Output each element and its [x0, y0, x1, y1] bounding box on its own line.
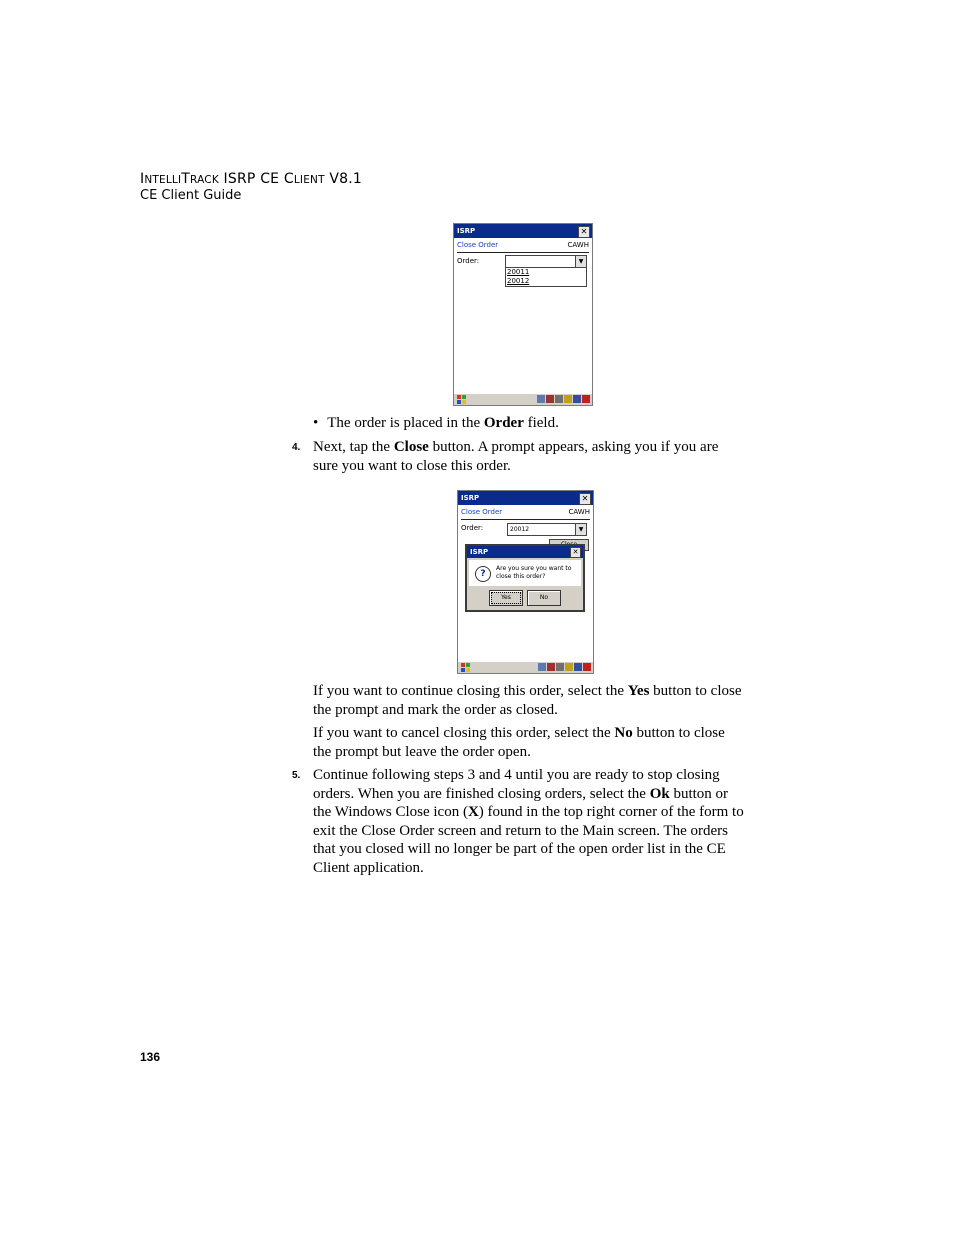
paragraph-no: If you want to cancel closing this order, select the No button to close the prompt but leave the order open. [313, 725, 725, 760]
taskbar [454, 393, 592, 405]
close-icon[interactable]: ✕ [578, 226, 590, 238]
system-tray [536, 395, 590, 404]
window-titlebar [458, 491, 593, 505]
folder-icon[interactable] [565, 663, 573, 671]
order-dropdown-list[interactable] [505, 267, 587, 287]
close-icon[interactable]: ✕ [570, 547, 581, 558]
bullet-glyph: • [313, 415, 319, 431]
dialog-titlebar [467, 546, 583, 558]
taskbar [458, 661, 593, 673]
page-number: 136 [140, 1050, 161, 1064]
yes-button[interactable]: Yes [489, 590, 523, 606]
no-button[interactable]: No [527, 590, 561, 606]
warehouse-code: CAWH [567, 241, 589, 249]
order-combobox[interactable]: 20012 ▼ [507, 523, 587, 536]
order-label: Order: [457, 257, 480, 265]
settings-icon[interactable] [556, 663, 564, 671]
paragraph-yes: If you want to continue closing this order, select the Yes button to close the prompt and mark the order as closed. [313, 683, 742, 718]
step-number: 5. [292, 770, 301, 781]
running-header-title: INTELLITRACK ISRP CE CLIENT V8.1 [140, 171, 362, 187]
running-header-subtitle: CE Client Guide [140, 188, 242, 203]
chevron-down-icon[interactable]: ▼ [575, 524, 586, 535]
order-label: Order: [461, 524, 484, 532]
close-icon[interactable]: ✕ [579, 493, 591, 505]
warehouse-code: CAWH [568, 508, 590, 516]
network-icon[interactable] [537, 395, 545, 403]
window-title: ISRP [461, 494, 480, 502]
pen-icon[interactable] [582, 395, 590, 403]
dialog-message: Are you sure you want to close this order? [496, 565, 572, 580]
settings-icon[interactable] [555, 395, 563, 403]
question-icon: ? [475, 566, 491, 582]
windows-start-icon[interactable] [457, 395, 466, 404]
step-4-text: Next, tap the Close button. A prompt appears, asking you if you are sure you want to close this order. [313, 439, 719, 474]
dropdown-item[interactable]: 20012 [507, 277, 530, 285]
chevron-down-icon[interactable]: ▼ [575, 256, 586, 267]
divider [457, 252, 589, 253]
device-screenshot-confirm-dialog [457, 490, 594, 674]
keyboard-icon[interactable] [573, 395, 581, 403]
network-icon[interactable] [538, 663, 546, 671]
system-tray [537, 663, 591, 672]
dialog-body [469, 560, 581, 586]
battery-icon[interactable] [547, 663, 555, 671]
pen-icon[interactable] [583, 663, 591, 671]
dropdown-item[interactable]: 20011 [507, 268, 530, 276]
folder-icon[interactable] [564, 395, 572, 403]
form-name: Close Order [457, 241, 499, 249]
bullet-item: • The order is placed in the Order field. [313, 415, 559, 431]
step-5-text: Continue following steps 3 and 4 until you are ready to stop closing orders. When you are finished closing orders, select the Ok button or the Windows Close icon (X) found in the top right corner of the form to exit the Close Order screen and return to the Main screen. The orders that you closed will no longer be part of the open order list in the CE Client application. [313, 767, 744, 876]
dialog-title: ISRP [470, 548, 489, 556]
divider [461, 519, 590, 520]
keyboard-icon[interactable] [574, 663, 582, 671]
window-titlebar [454, 224, 592, 238]
device-screenshot-close-order-list [453, 223, 593, 406]
form-header [457, 241, 589, 249]
battery-icon[interactable] [546, 395, 554, 403]
form-name: Close Order [461, 508, 503, 516]
step-number: 4. [292, 442, 301, 453]
form-header [461, 508, 590, 516]
windows-start-icon[interactable] [461, 663, 470, 672]
confirm-dialog [465, 544, 585, 612]
window-title: ISRP [457, 227, 476, 235]
